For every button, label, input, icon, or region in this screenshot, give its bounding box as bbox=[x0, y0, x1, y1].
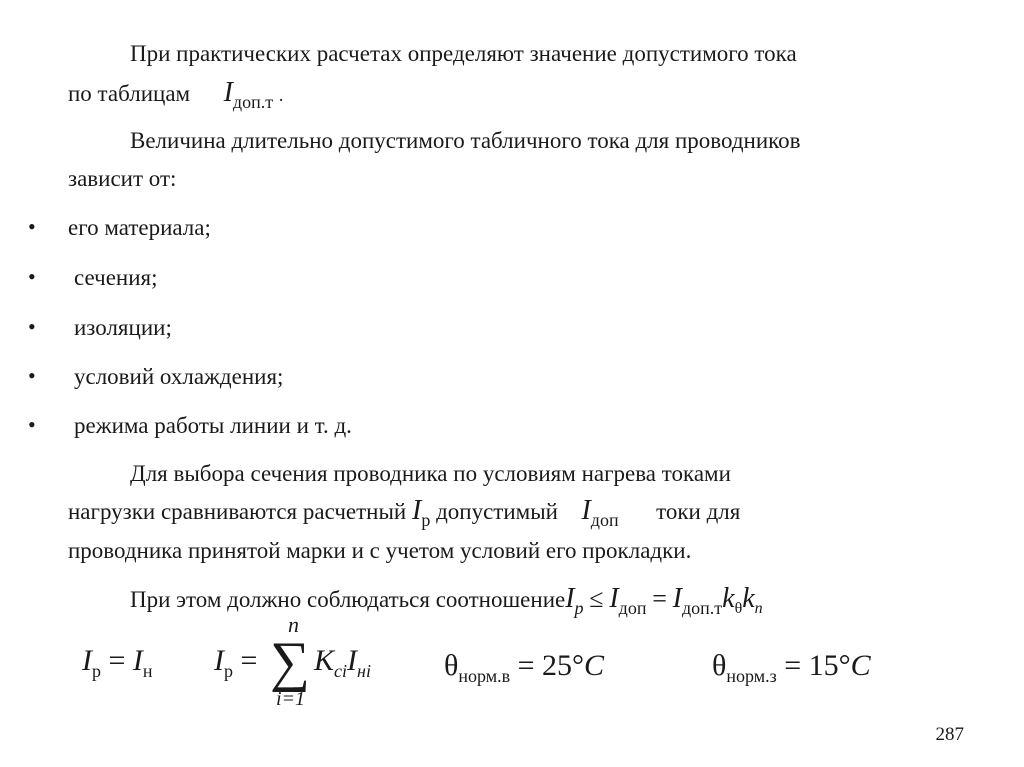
symbol-k: k bbox=[742, 583, 755, 614]
subscript-n: н bbox=[142, 661, 153, 681]
paragraph-1-line-1: При практических расчетах определяют значение допустимого тока bbox=[130, 41, 797, 66]
symbol-i-ni: I bbox=[347, 644, 358, 677]
symbol-i-p: I bbox=[565, 583, 575, 614]
eq-sign: = bbox=[108, 644, 126, 677]
subscript-ci: ci bbox=[334, 661, 348, 681]
subscript-p: р bbox=[421, 510, 431, 530]
bullet-marker: • bbox=[28, 412, 36, 437]
formula-theta-norm-v bbox=[444, 648, 604, 687]
value-25-deg: 25° bbox=[542, 649, 585, 682]
bullet-item: условий охлаждения; bbox=[74, 364, 284, 389]
bullet-item: режима работы линии и т. д. bbox=[74, 413, 352, 438]
sum-sign: ∑ bbox=[270, 631, 310, 693]
page-number: 287 bbox=[935, 724, 964, 745]
theta-symbol: θ bbox=[444, 649, 459, 682]
subscript-dop: доп bbox=[590, 510, 619, 530]
subscript-dop: доп bbox=[618, 598, 647, 618]
sum-lower-limit: i=1 bbox=[276, 688, 306, 710]
paragraph-2-line-2: зависит от: bbox=[68, 166, 177, 191]
text-segment: При этом должно соблюдаться соотношение bbox=[130, 587, 566, 612]
eq-sign: = bbox=[652, 584, 667, 613]
bullet-marker: • bbox=[28, 264, 36, 289]
subscript-dopt: доп.т bbox=[681, 598, 723, 618]
formula-ip-eq-in bbox=[82, 643, 153, 682]
symbol-i-dop: I bbox=[581, 495, 591, 526]
text-segment: допустимый bbox=[436, 499, 558, 524]
celsius-symbol: C bbox=[850, 649, 871, 682]
paragraph-4-line-1 bbox=[130, 585, 763, 617]
formula-theta-norm-z bbox=[712, 648, 871, 687]
value-15-deg: 15° bbox=[808, 649, 851, 682]
subscript-n: n bbox=[754, 600, 763, 617]
eq-sign: = bbox=[517, 649, 535, 682]
eq-sign: = bbox=[784, 649, 802, 682]
bullet-marker: • bbox=[28, 314, 36, 339]
paragraph-3-line-1: Для выбора сечения проводника по условиям нагрева токами bbox=[130, 461, 731, 486]
symbol-i-dopt: I bbox=[672, 583, 682, 614]
paragraph-2-line-1: Величина длительно допустимого табличного тока для проводников bbox=[130, 128, 801, 153]
symbol-i-n: I bbox=[132, 644, 143, 677]
theta-symbol: θ bbox=[712, 649, 727, 682]
paragraph-1-text: по таблицам bbox=[68, 81, 191, 106]
bullet-marker: • bbox=[28, 363, 36, 388]
text-segment: токи для bbox=[656, 499, 741, 524]
paragraph-3-line-3: проводника принятой марки и с учетом условий его прокладки. bbox=[68, 538, 692, 563]
celsius-symbol: C bbox=[584, 649, 605, 682]
subscript-norm-z: норм.з bbox=[726, 666, 777, 686]
symbol-i-p: I bbox=[214, 644, 224, 677]
symbol-i-p: I bbox=[82, 644, 92, 677]
symbol-i-dopt: I bbox=[223, 77, 233, 108]
paragraph-1-line-2 bbox=[68, 77, 284, 112]
subscript-p: р bbox=[224, 661, 233, 681]
le-sign: ≤ bbox=[589, 584, 604, 613]
subscript-p: p bbox=[574, 598, 584, 618]
symbol-i-p: I bbox=[411, 495, 422, 526]
text-segment: нагрузки сравниваются расчетный bbox=[68, 499, 407, 524]
bullet-marker: • bbox=[28, 214, 36, 239]
sum-upper-limit: n bbox=[288, 612, 299, 637]
bullet-item: его материала; bbox=[68, 215, 211, 240]
period: . bbox=[278, 85, 284, 105]
eq-sign: = bbox=[240, 644, 258, 677]
symbol-k-ci: K bbox=[314, 644, 335, 677]
subscript-dopt: доп.т bbox=[232, 92, 274, 112]
subscript-theta: θ bbox=[734, 600, 743, 617]
bullet-item: изоляции; bbox=[74, 315, 172, 340]
subscript-norm-v: норм.в bbox=[458, 666, 511, 686]
symbol-i-dop: I bbox=[609, 583, 619, 614]
subscript-p: р bbox=[92, 661, 101, 681]
paragraph-3-line-2 bbox=[68, 495, 741, 530]
symbol-k: k bbox=[722, 583, 735, 614]
bullet-item: сечения; bbox=[74, 265, 158, 290]
subscript-ni: нi bbox=[357, 661, 371, 681]
